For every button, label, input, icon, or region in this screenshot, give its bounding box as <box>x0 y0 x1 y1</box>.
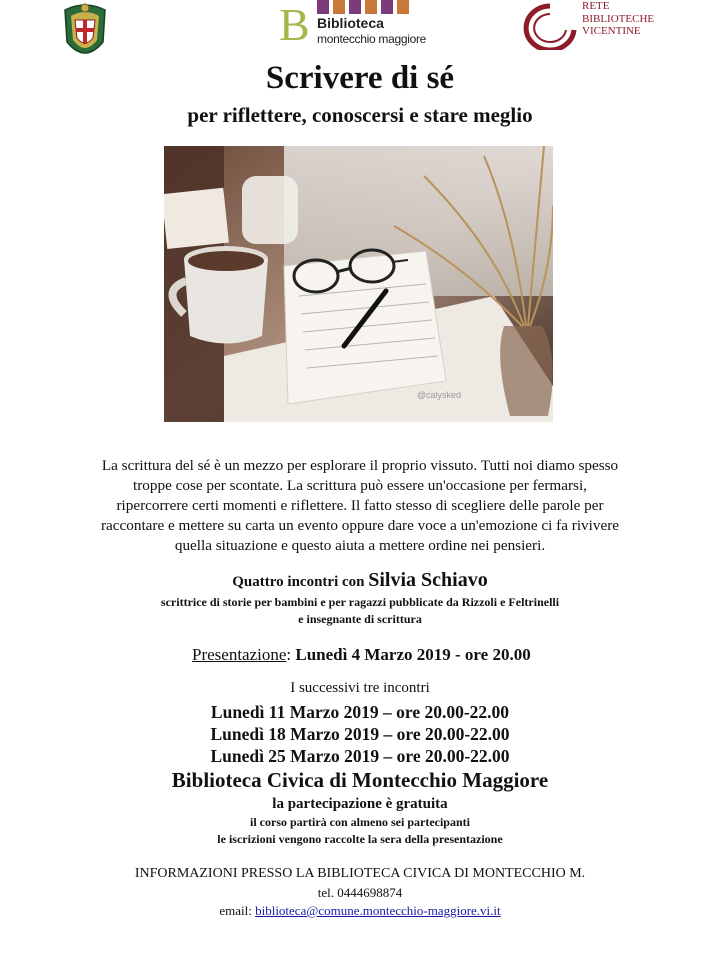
next-meetings-label: I successivi tre incontri <box>290 680 430 696</box>
network-logo <box>520 0 670 50</box>
presentation-line: Presentazione: Lunedì 4 Marzo 2019 - ore 20.00 <box>192 645 531 664</box>
svg-text:B: B <box>279 0 310 44</box>
intro-line: raccontare e mettere su carta un evento oppure dare voce a un'emozione ci fa rivivere <box>101 517 619 534</box>
library-logo-mark-icon <box>279 0 315 44</box>
speaker-name: Silvia Schiavo <box>368 569 488 591</box>
course-note: il corso partirà con almeno sei partecipanti <box>250 815 470 829</box>
intro-line: quella situazione e questo aiuta a mettere ordine nei pensieri. <box>174 537 546 554</box>
meeting-date: Lunedì 11 Marzo 2019 – ore 20.00-22.00 <box>210 702 510 722</box>
page-title: Scrivere di sé <box>265 60 455 96</box>
library-logo <box>279 0 439 48</box>
contact-phone: tel. 0444698874 <box>317 885 403 900</box>
intro-line: La scrittura del sé è un mezzo per esplorare il proprio vissuto. Tutti noi diamo spesso <box>101 457 619 474</box>
presentation-label: Presentazione <box>192 645 287 664</box>
speaker-bio-line1: scrittrice di storie per bambini e per ragazzi pubblicate da Rizzoli e Feltrinelli <box>160 595 560 609</box>
meeting-date: Lunedì 25 Marzo 2019 – ore 20.00-22.00 <box>210 746 510 766</box>
photo-watermark: @calysked <box>416 390 461 400</box>
library-logo-line1: Biblioteca <box>317 15 384 31</box>
page-subtitle: per riflettere, conoscersi e stare meglio <box>187 103 533 127</box>
intro-line: ripercorrere certi momenti e riflettere. Il fatto stesso di scegliere delle parole per <box>116 497 604 514</box>
hero-photo <box>164 146 553 422</box>
free-participation: la partecipazione è gratuita <box>272 796 448 812</box>
venue: Biblioteca Civica di Montecchio Maggiore <box>171 768 549 792</box>
contact-info: INFORMAZIONI PRESSO LA BIBLIOTECA CIVICA DI MONTECCHIO M. <box>134 866 586 881</box>
network-logo-line1: RETE <box>582 0 610 12</box>
library-logo-line2: montecchio maggiore <box>317 32 427 46</box>
meeting-date: Lunedì 18 Marzo 2019 – ore 20.00-22.00 <box>210 724 510 744</box>
network-logo-line2: BIBLIOTECHE <box>582 12 655 25</box>
intro-paragraph <box>66 456 654 556</box>
presentation-date: Lunedì 4 Marzo 2019 - ore 20.00 <box>295 645 531 664</box>
library-logo-bars-icon <box>317 0 427 14</box>
email-link[interactable]: biblioteca@comune.montecchio-maggiore.vi.it <box>255 903 501 918</box>
municipal-crest-icon <box>57 2 113 64</box>
contact-email-line <box>0 903 720 919</box>
speaker-prefix: Quattro incontri con <box>232 574 365 590</box>
email-label: email: <box>219 903 252 918</box>
speaker-bio-line2: e insegnante di scrittura <box>298 612 422 626</box>
network-logo-ring-icon <box>520 0 580 50</box>
course-note: le iscrizioni vengono raccolte la sera della presentazione <box>217 832 503 846</box>
speaker-line <box>0 569 720 592</box>
network-logo-line3: VICENTINE <box>582 25 641 37</box>
intro-line: troppe cose per scontate. La scrittura può essere un'occasione per fermarsi, <box>133 477 587 494</box>
